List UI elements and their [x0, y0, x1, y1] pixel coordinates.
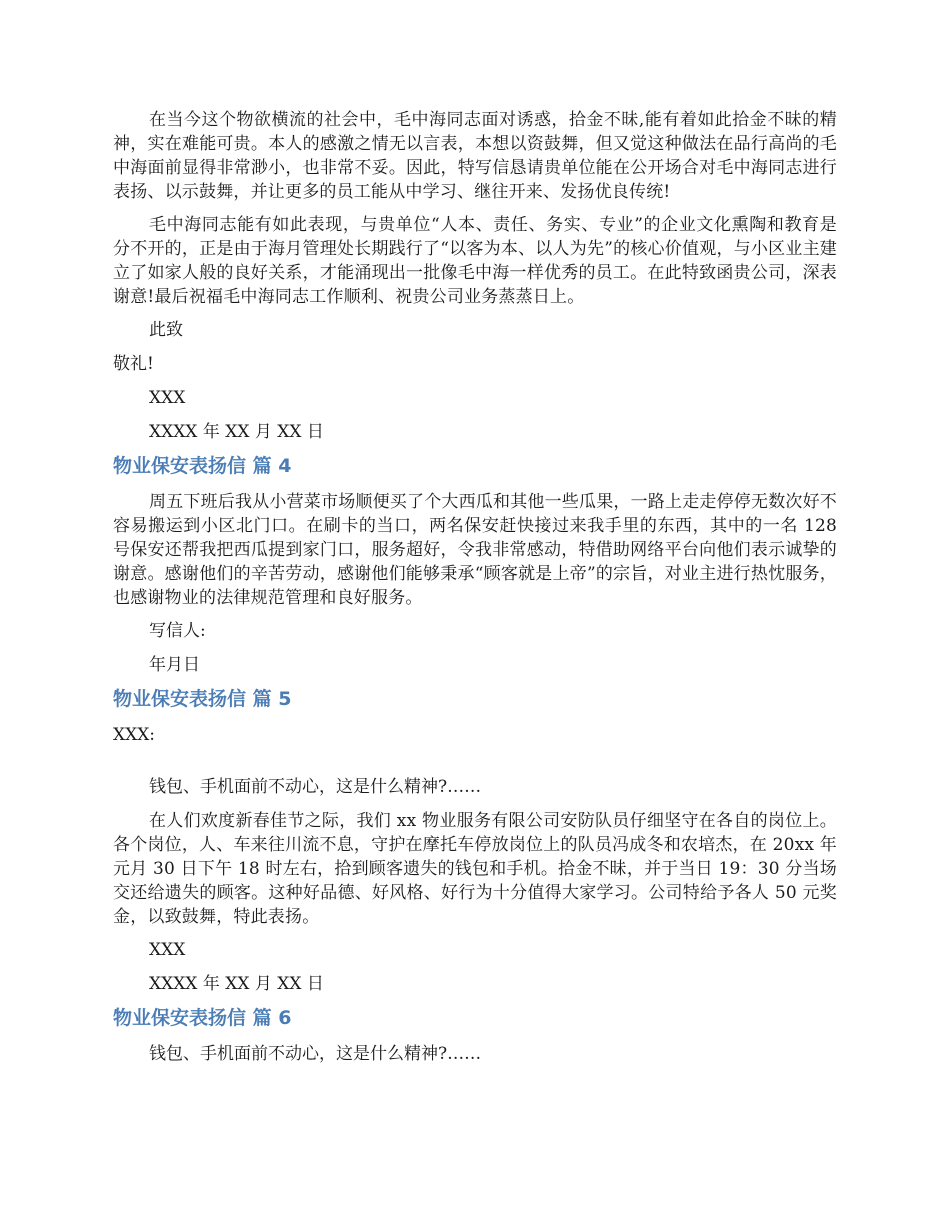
date-text: XXXX 年 XX 月 XX 日 — [149, 974, 324, 994]
date-text: 年月日 — [149, 655, 200, 675]
body-paragraph: 在人们欢度新春佳节之际，我们 xx 物业服务有限公司安防队员仔细坚守在各自的岗位上。各个岗位，人、车来往川流不息，守护在摩托车停放岗位上的队员冯成冬和农培杰，在 20xx 年元月 30 日下午 18 时左右，拾到顾客遗失的钱包和手机。拾金不昧，并于当日 19：30 分当场交还给遗失的顾客。这种好品德、好风格、好行为十分值得大家学习。公司特给予各人 50 元奖金，以致鼓舞，特此表扬。 — [113, 811, 837, 927]
signature-text: XXX — [149, 388, 186, 408]
document-page — [113, 108, 837, 1076]
lead-text: 钱包、手机面前不动心，这是什么精神?…… — [149, 777, 482, 797]
closing-text: 此致 — [149, 320, 183, 340]
section-heading: 物业保安表扬信 篇 6 — [113, 1007, 292, 1029]
date-text: XXXX 年 XX 月 XX 日 — [149, 422, 324, 442]
signature-text: XXX — [149, 940, 186, 960]
body-paragraph: 周五下班后我从小营菜市场顺便买了个大西瓜和其他一些瓜果，一路上走走停停无数次好不容易搬运到小区北门口。在刷卡的当口，两名保安赶快接过来我手里的东西，其中的一名 128 号保安还帮我把西瓜提到家门口，服务超好，令我非常感动，特借助网络平台向他们表示诚挚的谢意。感谢他们的辛苦劳动，感谢他们能够秉承“顾客就是上帝”的宗旨，对业主进行热忱服务，也感谢物业的法律规范管理和良好服务。 — [113, 492, 837, 608]
writer-label: 写信人: — [149, 621, 206, 641]
body-paragraph: 毛中海同志能有如此表现，与贵单位“人本、责任、务实、专业”的企业文化熏陶和教育是分不开的，正是由于海月管理处长期践行了“以客为本、以人为先”的核心价值观，与小区业主建立了如家人般的良好关系，才能涌现出一批像毛中海一样优秀的员工。在此特致函贵公司，深表谢意!最后祝福毛中海同志工作顺利、祝贵公司业务蒸蒸日上。 — [113, 215, 837, 307]
salute-text: 敬礼! — [113, 354, 154, 374]
section-heading: 物业保安表扬信 篇 5 — [113, 688, 292, 710]
lead-text: 钱包、手机面前不动心，这是什么精神?…… — [149, 1044, 482, 1064]
spacer — [113, 757, 837, 775]
body-paragraph: 在当今这个物欲横流的社会中，毛中海同志面对诱惑，拾金不昧,能有着如此拾金不昧的精神，实在难能可贵。本人的感激之情无以言表，本想以资鼓舞，但又觉这种做法在品行高尚的毛中海面前显得非常渺小，也非常不妥。因此，特写信恳请贵单位能在公开场合对毛中海同志进行表扬、以示鼓舞，并让更多的员工能从中学习、继往开来、发扬优良传统! — [113, 110, 837, 202]
recipient-text: XXX: — [113, 725, 156, 745]
section-heading: 物业保安表扬信 篇 4 — [113, 455, 292, 477]
